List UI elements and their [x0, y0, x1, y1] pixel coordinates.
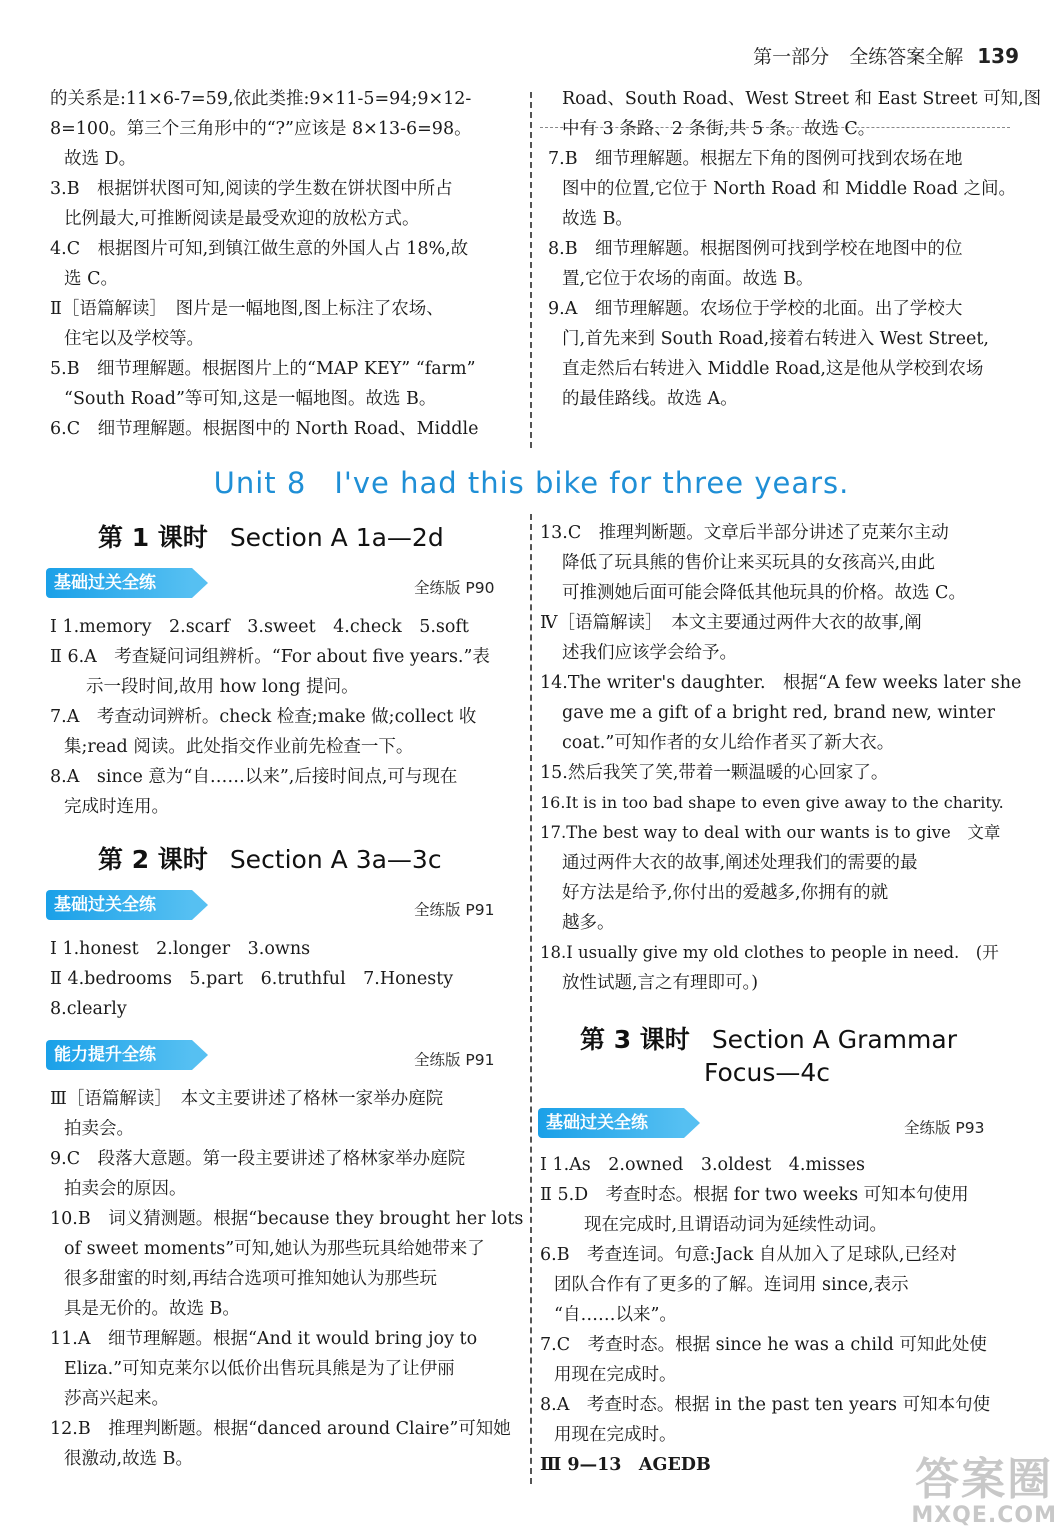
answer-line: Ⅲ［语篇解读］ 本文主要讲述了格林一家举办庭院	[50, 1089, 444, 1109]
page-reference: 全练版 P90	[414, 579, 495, 597]
answer-line: 拍卖会的原因。	[64, 1179, 187, 1199]
answer-line: 述我们应该学会给予。	[562, 643, 737, 663]
answer-line: 选 C。	[64, 269, 118, 289]
answer-line: Ⅱ 5.D 考查时态。根据 for two weeks 可知本句使用	[540, 1185, 969, 1205]
answer-line: 团队合作有了更多的了解。连词用 since,表示	[554, 1275, 909, 1295]
ability-practice-band: 能力提升全练	[46, 1040, 192, 1070]
answer-line: 完成时连用。	[64, 797, 169, 817]
answer-line: 用现在完成时。	[554, 1365, 677, 1385]
answer-line: 12.B 推理判断题。根据“danced around Claire”可知她	[50, 1419, 511, 1439]
answer-line: 11.A 细节理解题。根据“And it would bring joy to	[50, 1329, 478, 1349]
answer-line: 6.C 细节理解题。根据图中的 North Road、Middle	[50, 419, 479, 439]
watermark-logo: 答案圈 MXQE.COM	[911, 1454, 1057, 1528]
answer-line: 莎高兴起来。	[64, 1389, 169, 1409]
answer-line: 13.C 推理判断题。文章后半部分讲述了克莱尔主动	[540, 523, 949, 543]
answer-line: 6.B 考查连词。句意:Jack 自从加入了足球队,已经对	[540, 1245, 957, 1265]
answer-line: 很多甜蜜的时刻,再结合选项可推知她认为那些玩	[64, 1269, 438, 1289]
answer-line: Road、South Road、West Street 和 East Street 可知,图	[562, 89, 1042, 109]
answer-line: Ⅱ 4.bedrooms 5.part 6.truthful 7.Honesty	[50, 969, 454, 989]
answer-line: 7.B 细节理解题。根据左下角的图例可找到农场在地	[548, 149, 963, 169]
answer-line: 现在完成时,且谓语动词为延续性动词。	[584, 1215, 888, 1235]
page-reference: 全练版 P91	[414, 901, 495, 919]
answer-line: coat.”可知作者的女儿给作者买了新大衣。	[562, 733, 895, 753]
answer-line: 比例最大,可推断阅读是最受欢迎的放松方式。	[64, 209, 420, 229]
answer-line: 8.clearly	[50, 999, 127, 1019]
answer-line: 的最佳路线。故选 A。	[562, 389, 738, 409]
answer-line: Ⅲ 9—13 AGEDB	[540, 1455, 711, 1475]
answer-line: gave me a gift of a bright red, brand new, winter	[562, 703, 995, 723]
answer-line: 很激动,故选 B。	[64, 1449, 193, 1469]
answer-line: 10.B 词义猜测题。根据“because they brought her lots	[50, 1209, 524, 1229]
lesson-3-title: 第 3 课时 Section A Grammar	[580, 1025, 957, 1054]
lesson-2-answers	[50, 934, 518, 1024]
header-title: 全练答案全解	[849, 46, 964, 68]
answer-line: 4.C 根据图片可知,到镇江做生意的外国人占 18%,故	[50, 239, 469, 259]
answer-line: 15.然后我笑了笑,带着一颗温暖的心回家了。	[540, 763, 889, 783]
answer-line: “South Road”等可知,这是一幅地图。故选 B。	[64, 389, 437, 409]
answer-line: Ⅱ 6.A 考查疑问词组辨析。“For about five years.”表	[50, 647, 490, 667]
answer-line: of sweet moments”可知,她认为那些玩具给她带来了	[64, 1239, 485, 1259]
column-divider-top	[530, 92, 532, 448]
unit-label: Unit 8	[213, 466, 307, 500]
lesson-1-title: 第 1 课时 Section A 1a—2d	[98, 523, 444, 552]
answer-line: 集;read 阅读。此处指交作业前先检查一下。	[64, 737, 414, 757]
answer-line: 越多。	[562, 913, 615, 933]
answer-line: 故选 B。	[562, 209, 633, 229]
answer-line: 住宅以及学校等。	[64, 329, 204, 349]
lesson-1-answers	[50, 612, 518, 822]
basic-practice-band: 基础过关全练	[538, 1108, 684, 1138]
answer-line: Ⅰ 1.memory 2.scarf 3.sweet 4.check 5.soft	[50, 617, 469, 637]
answer-line: Ⅱ［语篇解读］ 图片是一幅地图,图上标注了农场、	[50, 299, 444, 319]
answer-line: 图中的位置,它位于 North Road 和 Middle Road 之间。	[562, 179, 1017, 199]
answer-line: “自……以来”。	[554, 1305, 677, 1325]
answer-line: 7.A 考查动词辨析。check 检查;make 做;collect 收	[50, 707, 477, 727]
lesson-2-reading-answers	[50, 1084, 524, 1474]
answer-line: 8.A since 意为“自……以来”,后接时间点,可与现在	[50, 767, 458, 787]
page-reference: 全练版 P93	[904, 1119, 985, 1137]
lesson-3-title-cont: Focus—4c	[704, 1058, 831, 1087]
answer-line: 放性试题,言之有理即可。)	[562, 973, 759, 993]
basic-practice-band: 基础过关全练	[46, 568, 192, 598]
right-column-answers	[540, 518, 1022, 998]
answer-line: 14.The writer's daughter. 根据“A few weeks later she	[540, 673, 1022, 693]
answer-line: 降低了玩具熊的售价让来买玩具的女孩高兴,由此	[562, 553, 936, 573]
answer-line: 17.The best way to deal with our wants is to give 文章	[540, 823, 1001, 842]
answer-line: 好方法是给予,你付出的爱越多,你拥有的就	[562, 883, 889, 903]
answer-line: Ⅳ［语篇解读］ 本文主要通过两件大衣的故事,阐	[540, 613, 922, 633]
answer-line: Eliza.”可知克莱尔以低价出售玩具熊是为了让伊丽	[64, 1359, 455, 1379]
answer-line: 具是无价的。故选 B。	[64, 1299, 240, 1319]
answer-line: 可推测她后面可能会降低其他玩具的价格。故选 C。	[562, 583, 966, 603]
answer-line: 直走然后右转进入 Middle Road,这是他从学校到农场	[562, 359, 984, 379]
answer-line: 16.It is in too bad shape to even give away to the charity.	[540, 793, 1004, 812]
answer-line: 的关系是:11×6-7=59,依此类推:9×11-5=94;9×12-	[50, 89, 472, 109]
answer-line: 18.I usually give my old clothes to people in need. (开	[540, 943, 999, 962]
top-left-column	[50, 84, 518, 444]
top-right-column	[548, 84, 1042, 414]
unit-title	[0, 466, 1063, 500]
answer-line: 通过两件大衣的故事,阐述处理我们的需要的最	[562, 853, 918, 873]
answer-line: 中有 3 条路、2 条街,共 5 条。故选 C。	[562, 119, 876, 139]
basic-practice-band: 基础过关全练	[46, 890, 192, 920]
answer-line: 5.B 细节理解题。根据图片上的“MAP KEY” “farm”	[50, 359, 476, 379]
answer-line: 8=100。第三个三角形中的“?”应该是 8×13-6=98。	[50, 119, 472, 139]
answer-line: 8.A 考查时态。根据 in the past ten years 可知本句使	[540, 1395, 991, 1415]
answer-line: 置,它位于农场的南面。故选 B。	[562, 269, 814, 289]
page-number: 139	[977, 44, 1019, 68]
page-header	[753, 42, 1019, 69]
answer-line: 用现在完成时。	[554, 1425, 677, 1445]
answer-line: 9.A 细节理解题。农场位于学校的北面。出了学校大	[548, 299, 963, 319]
answer-line: 3.B 根据饼状图可知,阅读的学生数在饼状图中所占	[50, 179, 453, 199]
answer-line: 拍卖会。	[64, 1119, 134, 1139]
answer-line: 示一段时间,故用 how long 提问。	[86, 677, 359, 697]
answer-line: 门,首先来到 South Road,接着右转进入 West Street,	[562, 329, 989, 349]
header-part: 第一部分	[753, 46, 830, 68]
answer-line: Ⅰ 1.As 2.owned 3.oldest 4.misses	[540, 1155, 865, 1175]
answer-line: Ⅰ 1.honest 2.longer 3.owns	[50, 939, 311, 959]
lesson-3-answers	[540, 1150, 1016, 1480]
answer-line: 9.C 段落大意题。第一段主要讲述了格林家举办庭院	[50, 1149, 466, 1169]
answer-line: 故选 D。	[64, 149, 137, 169]
answer-line: 7.C 考查时态。根据 since he was a child 可知此处使	[540, 1335, 987, 1355]
answer-line: 8.B 细节理解题。根据图例可找到学校在地图中的位	[548, 239, 963, 259]
lesson-2-title: 第 2 课时 Section A 3a—3c	[98, 845, 442, 874]
unit-heading: I've had this bike for three years.	[334, 466, 850, 500]
page-reference: 全练版 P91	[414, 1051, 495, 1069]
column-divider-bottom	[530, 514, 532, 1484]
